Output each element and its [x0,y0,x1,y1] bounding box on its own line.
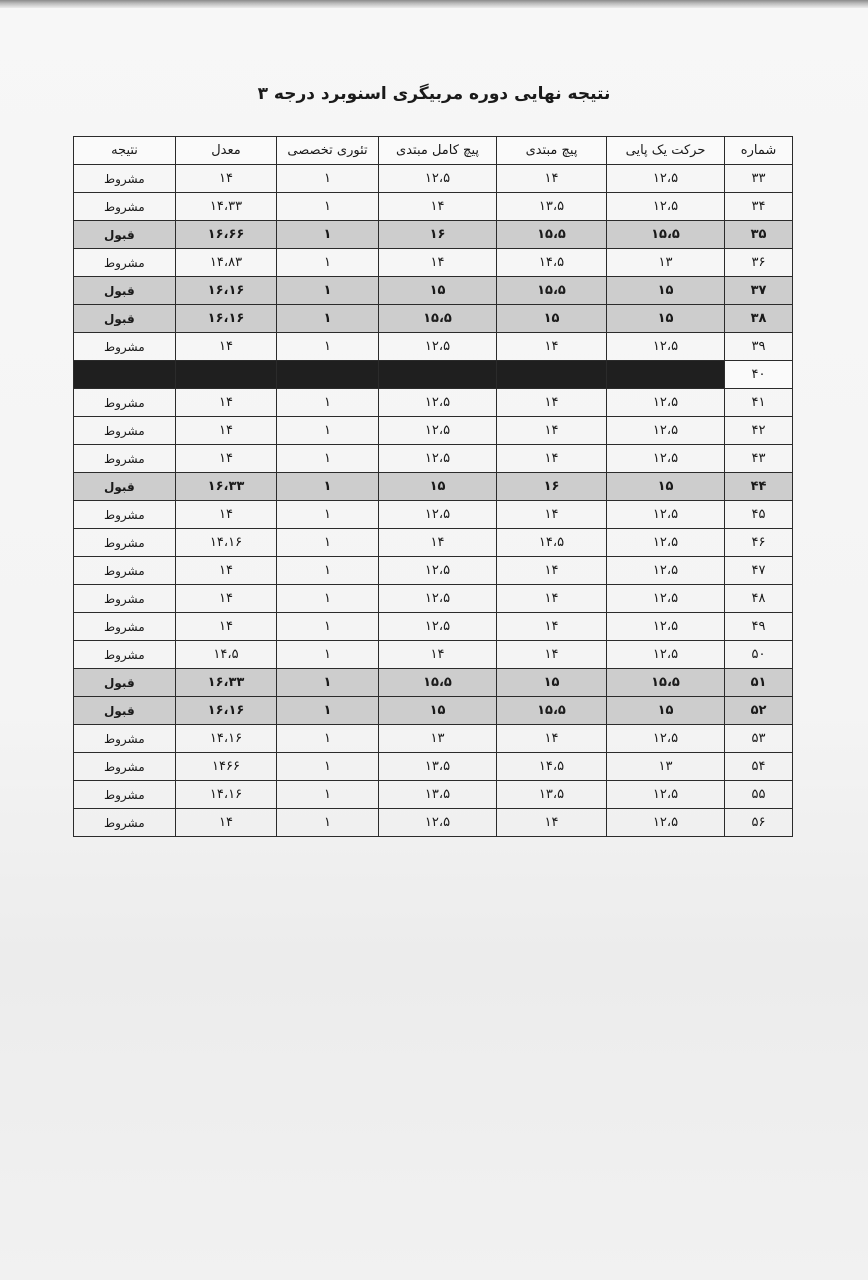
table-row [74,753,793,781]
cell-one-foot-move: ۱۵،۵ [607,669,725,697]
cell-full-beginner-turn: ۱۲،۵ [379,809,497,837]
cell-result: مشروط [74,249,176,277]
table-row [74,305,793,333]
cell-result: قبول [74,669,176,697]
cell-specialized-theory: ۱ [277,165,379,193]
table-row-redacted [74,361,793,389]
cell-beginner-turn [497,361,607,389]
cell-result: مشروط [74,333,176,361]
cell-average: ۱۴ [176,585,277,613]
cell-one-foot-move: ۱۲،۵ [607,165,725,193]
table-row [74,697,793,725]
cell-result: قبول [74,473,176,501]
cell-full-beginner-turn: ۱۴ [379,249,497,277]
cell-one-foot-move: ۱۳ [607,753,725,781]
cell-full-beginner-turn: ۱۳،۵ [379,781,497,809]
cell-one-foot-move: ۱۲،۵ [607,333,725,361]
cell-full-beginner-turn [379,361,497,389]
cell-result: مشروط [74,781,176,809]
table-row [74,641,793,669]
cell-specialized-theory: ۱ [277,473,379,501]
cell-result: قبول [74,221,176,249]
cell-full-beginner-turn: ۱۲،۵ [379,557,497,585]
cell-full-beginner-turn: ۱۲،۵ [379,501,497,529]
cell-result: مشروط [74,725,176,753]
cell-full-beginner-turn: ۱۳ [379,725,497,753]
cell-specialized-theory: ۱ [277,501,379,529]
cell-specialized-theory: ۱ [277,585,379,613]
cell-beginner-turn: ۱۴ [497,557,607,585]
cell-specialized-theory [277,361,379,389]
cell-one-foot-move: ۱۲،۵ [607,809,725,837]
cell-full-beginner-turn: ۱۲،۵ [379,333,497,361]
cell-one-foot-move: ۱۲،۵ [607,529,725,557]
cell-average: ۱۴،۵ [176,641,277,669]
cell-one-foot-move: ۱۲،۵ [607,389,725,417]
cell-number: ۴۸ [725,585,793,613]
cell-average: ۱۴،۸۳ [176,249,277,277]
header-specialized-theory: تئوری تخصصی [277,137,379,165]
cell-one-foot-move: ۱۲،۵ [607,445,725,473]
table-row [74,193,793,221]
cell-beginner-turn: ۱۶ [497,473,607,501]
cell-result: مشروط [74,417,176,445]
cell-specialized-theory: ۱ [277,809,379,837]
table-row [74,249,793,277]
table-row [74,389,793,417]
cell-number: ۴۲ [725,417,793,445]
cell-number: ۴۳ [725,445,793,473]
cell-number: ۵۱ [725,669,793,697]
cell-one-foot-move: ۱۵،۵ [607,221,725,249]
cell-beginner-turn: ۱۴،۵ [497,249,607,277]
cell-full-beginner-turn: ۱۲،۵ [379,613,497,641]
cell-average: ۱۴،۳۳ [176,193,277,221]
header-result: نتیجه [74,137,176,165]
cell-result: مشروط [74,809,176,837]
cell-result: مشروط [74,389,176,417]
cell-average: ۱۴ [176,613,277,641]
cell-average: ۱۶،۱۶ [176,697,277,725]
cell-result: قبول [74,697,176,725]
cell-full-beginner-turn: ۱۴ [379,641,497,669]
cell-result: مشروط [74,585,176,613]
table-row [74,781,793,809]
cell-beginner-turn: ۱۵ [497,669,607,697]
table-row [74,417,793,445]
cell-result: مشروط [74,193,176,221]
cell-full-beginner-turn: ۱۵،۵ [379,669,497,697]
cell-number: ۵۰ [725,641,793,669]
cell-average: ۱۴ [176,445,277,473]
cell-specialized-theory: ۱ [277,193,379,221]
header-number: شماره [725,137,793,165]
cell-one-foot-move: ۱۵ [607,305,725,333]
cell-full-beginner-turn: ۱۵،۵ [379,305,497,333]
table-row [74,669,793,697]
table-row [74,529,793,557]
cell-full-beginner-turn: ۱۵ [379,277,497,305]
cell-one-foot-move: ۱۲،۵ [607,417,725,445]
cell-one-foot-move: ۱۲،۵ [607,641,725,669]
cell-specialized-theory: ۱ [277,613,379,641]
header-one-foot-move: حرکت یک پایی [607,137,725,165]
table-row [74,165,793,193]
cell-one-foot-move [607,361,725,389]
cell-beginner-turn: ۱۴ [497,417,607,445]
cell-one-foot-move: ۱۵ [607,697,725,725]
cell-specialized-theory: ۱ [277,277,379,305]
cell-specialized-theory: ۱ [277,305,379,333]
cell-full-beginner-turn: ۱۳،۵ [379,753,497,781]
cell-beginner-turn: ۱۴،۵ [497,753,607,781]
cell-specialized-theory: ۱ [277,445,379,473]
cell-beginner-turn: ۱۴ [497,641,607,669]
cell-average: ۱۴ [176,165,277,193]
cell-number: ۵۶ [725,809,793,837]
cell-number: ۴۷ [725,557,793,585]
cell-result: مشروط [74,557,176,585]
cell-specialized-theory: ۱ [277,417,379,445]
cell-specialized-theory: ۱ [277,725,379,753]
cell-one-foot-move: ۱۵ [607,473,725,501]
cell-beginner-turn: ۱۴ [497,333,607,361]
cell-result: مشروط [74,529,176,557]
cell-specialized-theory: ۱ [277,249,379,277]
cell-average: ۱۶،۶۶ [176,221,277,249]
cell-beginner-turn: ۱۴ [497,445,607,473]
cell-result: مشروط [74,165,176,193]
cell-average: ۱۴،۱۶ [176,529,277,557]
cell-specialized-theory: ۱ [277,221,379,249]
cell-full-beginner-turn: ۱۵ [379,473,497,501]
cell-beginner-turn: ۱۵،۵ [497,221,607,249]
header-average: معدل [176,137,277,165]
cell-number: ۵۴ [725,753,793,781]
cell-one-foot-move: ۱۲،۵ [607,193,725,221]
cell-beginner-turn: ۱۳،۵ [497,193,607,221]
cell-specialized-theory: ۱ [277,333,379,361]
cell-average: ۱۶،۱۶ [176,277,277,305]
cell-average: ۱۴ [176,389,277,417]
table-row [74,333,793,361]
cell-result: قبول [74,305,176,333]
results-table [73,136,793,837]
document-title: نتیجه نهایی دوره مربیگری اسنوبرد درجه ۳ [257,84,611,104]
table-row [74,557,793,585]
cell-number: ۴۶ [725,529,793,557]
cell-average [176,361,277,389]
cell-full-beginner-turn: ۱۲،۵ [379,585,497,613]
cell-specialized-theory: ۱ [277,753,379,781]
cell-number: ۳۵ [725,221,793,249]
cell-one-foot-move: ۱۲،۵ [607,585,725,613]
cell-full-beginner-turn: ۱۲،۵ [379,165,497,193]
cell-specialized-theory: ۱ [277,389,379,417]
table-row [74,445,793,473]
cell-result [74,361,176,389]
table-row [74,613,793,641]
cell-beginner-turn: ۱۴ [497,613,607,641]
cell-number: ۴۱ [725,389,793,417]
cell-beginner-turn: ۱۵،۵ [497,697,607,725]
cell-specialized-theory: ۱ [277,557,379,585]
cell-average: ۱۶،۳۳ [176,473,277,501]
table-row [74,221,793,249]
cell-number: ۵۲ [725,697,793,725]
cell-beginner-turn: ۱۴ [497,585,607,613]
cell-number: ۳۳ [725,165,793,193]
cell-number: ۳۹ [725,333,793,361]
cell-result: مشروط [74,445,176,473]
cell-full-beginner-turn: ۱۴ [379,529,497,557]
cell-beginner-turn: ۱۴ [497,501,607,529]
cell-beginner-turn: ۱۳،۵ [497,781,607,809]
cell-average: ۱۶،۱۶ [176,305,277,333]
cell-average: ۱۶،۳۳ [176,669,277,697]
cell-one-foot-move: ۱۳ [607,249,725,277]
cell-result: مشروط [74,501,176,529]
cell-average: ۱۴ [176,417,277,445]
cell-beginner-turn: ۱۵،۵ [497,277,607,305]
table-row [74,725,793,753]
cell-one-foot-move: ۱۲،۵ [607,725,725,753]
cell-full-beginner-turn: ۱۲،۵ [379,417,497,445]
header-beginner-turn: پیچ مبتدی [497,137,607,165]
cell-one-foot-move: ۱۲،۵ [607,781,725,809]
cell-number: ۴۹ [725,613,793,641]
cell-beginner-turn: ۱۴ [497,725,607,753]
header-full-beginner-turn: پیچ کامل مبتدی [379,137,497,165]
cell-full-beginner-turn: ۱۲،۵ [379,389,497,417]
cell-average: ۱۴ [176,501,277,529]
cell-average: ۱۴،۱۶ [176,781,277,809]
cell-specialized-theory: ۱ [277,641,379,669]
cell-average: ۱۴ [176,557,277,585]
cell-average: ۱۴ [176,809,277,837]
cell-number: ۳۴ [725,193,793,221]
table-header-row [74,137,793,165]
cell-number: ۴۴ [725,473,793,501]
cell-full-beginner-turn: ۱۶ [379,221,497,249]
cell-average: ۱۴ [176,333,277,361]
cell-number: ۳۸ [725,305,793,333]
cell-one-foot-move: ۱۵ [607,277,725,305]
cell-full-beginner-turn: ۱۴ [379,193,497,221]
cell-result: مشروط [74,641,176,669]
cell-number: ۳۶ [725,249,793,277]
cell-number: ۳۷ [725,277,793,305]
table-row [74,585,793,613]
cell-specialized-theory: ۱ [277,781,379,809]
cell-one-foot-move: ۱۲،۵ [607,613,725,641]
cell-beginner-turn: ۱۴ [497,389,607,417]
cell-average: ۱۴۶۶ [176,753,277,781]
cell-number: ۴۰ [725,361,793,389]
cell-specialized-theory: ۱ [277,697,379,725]
cell-specialized-theory: ۱ [277,529,379,557]
cell-beginner-turn: ۱۵ [497,305,607,333]
table-body [74,165,793,837]
cell-beginner-turn: ۱۴ [497,165,607,193]
table-row [74,473,793,501]
cell-full-beginner-turn: ۱۵ [379,697,497,725]
cell-result: مشروط [74,753,176,781]
cell-result: قبول [74,277,176,305]
cell-average: ۱۴،۱۶ [176,725,277,753]
cell-one-foot-move: ۱۲،۵ [607,557,725,585]
cell-result: مشروط [74,613,176,641]
table-row [74,501,793,529]
cell-full-beginner-turn: ۱۲،۵ [379,445,497,473]
cell-one-foot-move: ۱۲،۵ [607,501,725,529]
cell-number: ۴۵ [725,501,793,529]
cell-beginner-turn: ۱۴ [497,809,607,837]
table-row [74,277,793,305]
cell-specialized-theory: ۱ [277,669,379,697]
table-row [74,809,793,837]
page-top-edge [0,0,868,8]
cell-number: ۵۳ [725,725,793,753]
cell-number: ۵۵ [725,781,793,809]
cell-beginner-turn: ۱۴،۵ [497,529,607,557]
